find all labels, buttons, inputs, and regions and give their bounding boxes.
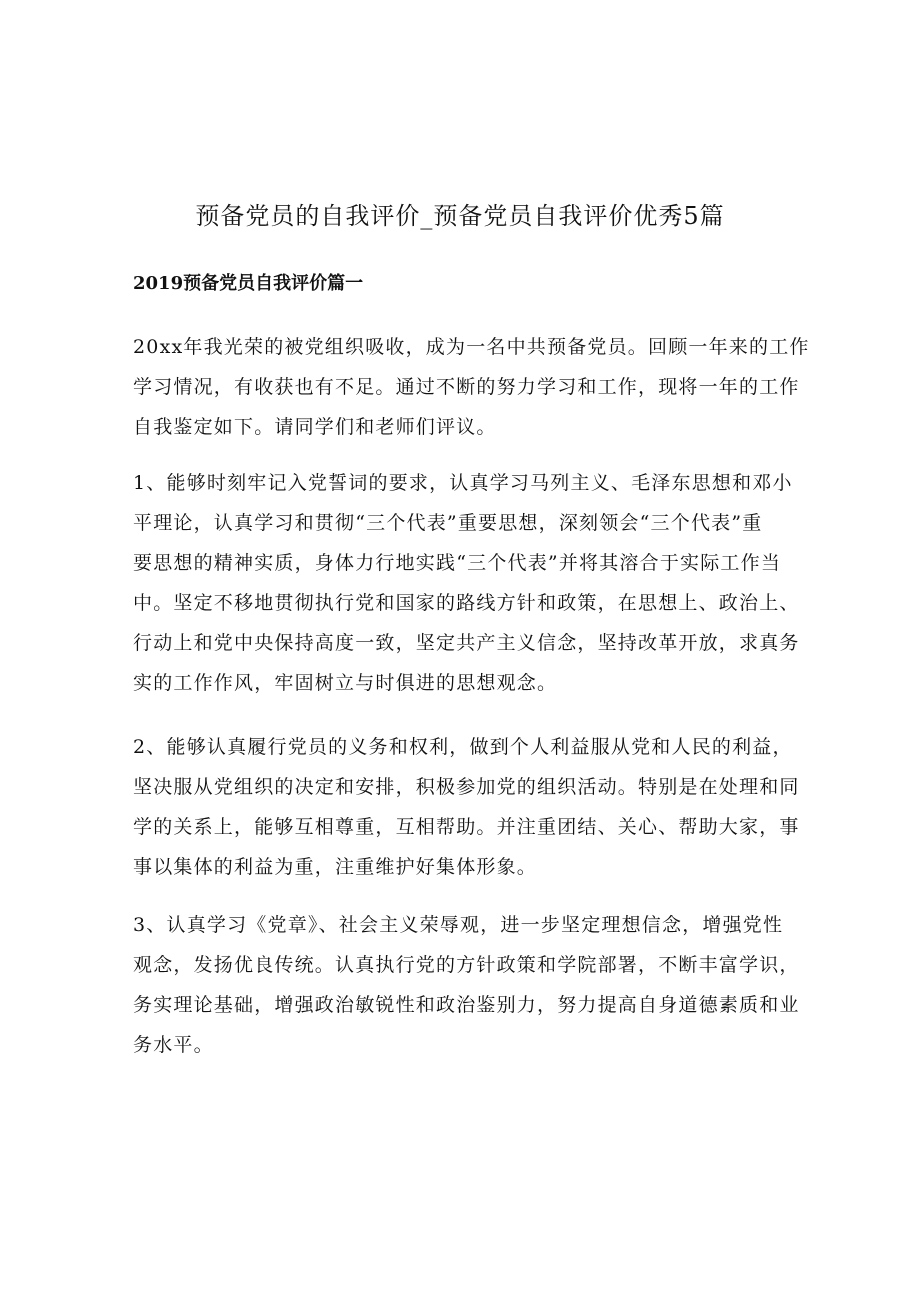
paragraph-line: 学的关系上，能够互相尊重，互相帮助。并注重团结、关心、帮助大家，事 (133, 816, 800, 838)
paragraph-line: 自我鉴定如下。请同学们和老师们评议。 (133, 416, 497, 438)
paragraph-line: 20xx年我光荣的被党组织吸收，成为一名中共预备党员。回顾一年来的工作 (133, 336, 810, 358)
paragraph-line: 观念，发扬优良传统。认真执行党的方针政策和学院部署，不断丰富学识， (133, 954, 800, 976)
paragraph-line: 事以集体的利益为重，注重维护好集体形象。 (133, 856, 538, 878)
paragraph-item-1 (133, 463, 800, 703)
section-heading: 2019预备党员自我评价篇一 (133, 273, 364, 294)
paragraph-intro (133, 327, 810, 447)
paragraph-item-2 (133, 727, 800, 887)
paragraph-line: 平理论，认真学习和贯彻“三个代表”重要思想，深刻领会“三个代表”重 (133, 512, 763, 534)
paragraph-line: 中。坚定不移地贯彻执行党和国家的路线方针和政策，在思想上、政治上、 (133, 592, 800, 614)
paragraph-line: 3、认真学习《党章》、社会主义荣辱观，进一步坚定理想信念，增强党性 (133, 914, 784, 936)
paragraph-line: 2、能够认真履行党员的义务和权利，做到个人利益服从党和人民的利益， (133, 736, 793, 758)
paragraph-line: 坚决服从党组织的决定和安排，积极参加党的组织活动。特别是在处理和同 (133, 776, 800, 798)
paragraph-line: 务实理论基础，增强政治敏锐性和政治鉴别力，努力提高自身道德素质和业 (133, 994, 800, 1016)
paragraph-line: 1、能够时刻牢记入党誓词的要求，认真学习马列主义、毛泽东思想和邓小 (133, 472, 793, 494)
paragraph-line: 行动上和党中央保持高度一致，坚定共产主义信念，坚持改革开放，求真务 (133, 632, 800, 654)
paragraph-line: 务水平。 (133, 1034, 214, 1056)
document-title: 预备党员的自我评价_预备党员自我评价优秀5篇 (195, 202, 725, 230)
paragraph-line: 要思想的精神实质，身体力行地实践“三个代表”并将其溶合于实际工作当 (133, 552, 782, 574)
paragraph-line: 实的工作作风，牢固树立与时俱进的思想观念。 (133, 672, 558, 694)
paragraph-line: 学习情况，有收获也有不足。通过不断的努力学习和工作，现将一年的工作 (133, 376, 800, 398)
paragraph-item-3 (133, 905, 800, 1065)
